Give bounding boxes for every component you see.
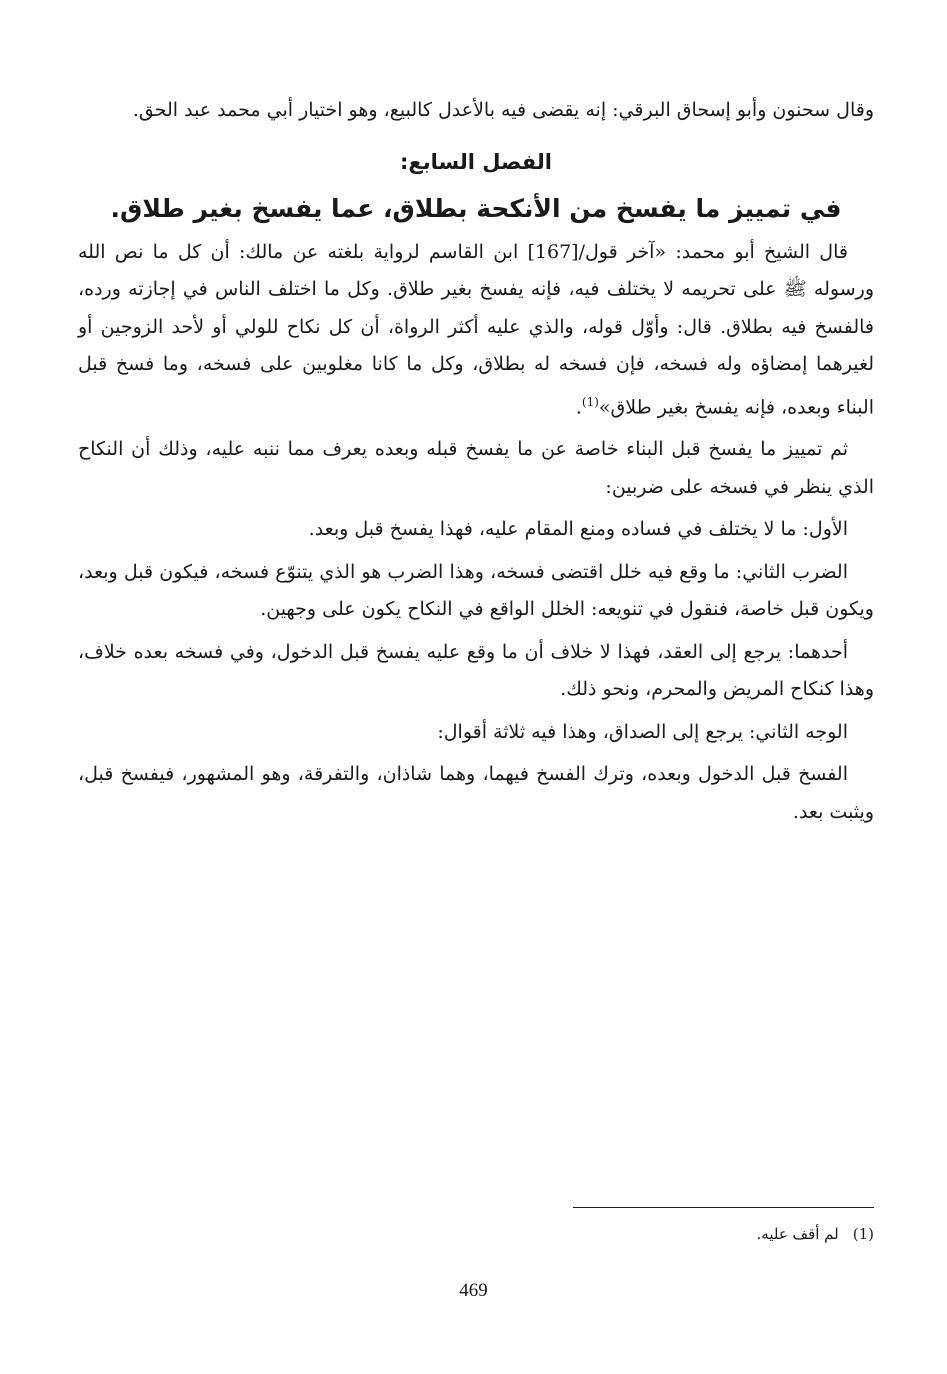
footnote-reference[interactable]: (1) [581,394,599,409]
paragraph-7: الفسخ قبل الدخول وبعده، وترك الفسخ فيهما، وهما شاذان، والتفرقة، وهو المشهور، فيفسخ قبل، ويثبت بعد. [78,763,874,823]
paragraph-1-text: قال الشيخ أبو محمد: «آخر قول/[167] ابن القاسم لرواية بلغته عن مالك: أن كل ما نص الله ورسوله ﷺ على تحريمه لا يختلف فيه، فإنه يفسخ بغير طلاق. وكل ما اختلف الناس في إجازته ورده، فالفسخ فيه بطلاق. قال: وأوّل قوله، والذي عليه أكثر الرواة، أن كل نكاح للولي أو لأحد الزوجين أو لغيرهما إمضاؤه وله فسخه، فإن فسخه له بطلاق، وكل ما كانا مغلوبين على فسخه، وما فسخ قبل البناء وبعده، فإنه يفسخ بغير طلاق» [78,240,874,418]
footnote-number: (1) [852,1225,874,1243]
chapter-label: الفصل السابع: [400,149,552,174]
paragraph-3: الأول: ما لا يختلف في فساده ومنع المقام عليه، فهذا يفسخ قبل وبعد. [308,518,848,541]
intro-paragraph: وقال سحنون وأبو إسحاق البرقي: إنه يقضى فيه بالأعدل كالبيع، وهو اختيار أبي محمد عبد الحق. [132,99,874,121]
paragraph-1 [78,234,874,427]
paragraph-2: ثم تمييز ما يفسخ قبل البناء خاصة عن ما يفسخ قبله وبعده يعرف مما ننبه عليه، وذلك أن النكاح الذي ينظر في فسخه على ضربين: [78,438,874,498]
chapter-title: في تمييز ما يفسخ من الأنكحة بطلاق، عما يفسخ بغير طلاق. [110,193,842,223]
footnote-divider [573,1207,874,1208]
page-number: 469 [459,1280,488,1301]
paragraph-1-end: . [575,395,582,418]
page-body [78,92,874,831]
paragraph-5: أحدهما: يرجع إلى العقد، فهذا لا خلاف أن ما وقع عليه يفسخ قبل الدخول، وفي فسخه بعده خلاف، وهذا كنكاح المريض والمحرم، ونحو ذلك. [78,640,874,701]
footnote-text: لم أقف عليه. [756,1225,839,1243]
paragraph-4: الضرب الثاني: ما وقع فيه خلل اقتضى فسخه، وهذا الضرب هو الذي يتنوّع فسخه، فيكون قبل وبعد، ويكون قبل خاصة، فنقول في تنويعه: الخلل الواقع في النكاح يكون على وجهين. [78,560,874,621]
footnote [757,1222,874,1246]
paragraph-6: الوجه الثاني: يرجع إلى الصداق، وهذا فيه ثلاثة أقوال: [437,720,848,743]
